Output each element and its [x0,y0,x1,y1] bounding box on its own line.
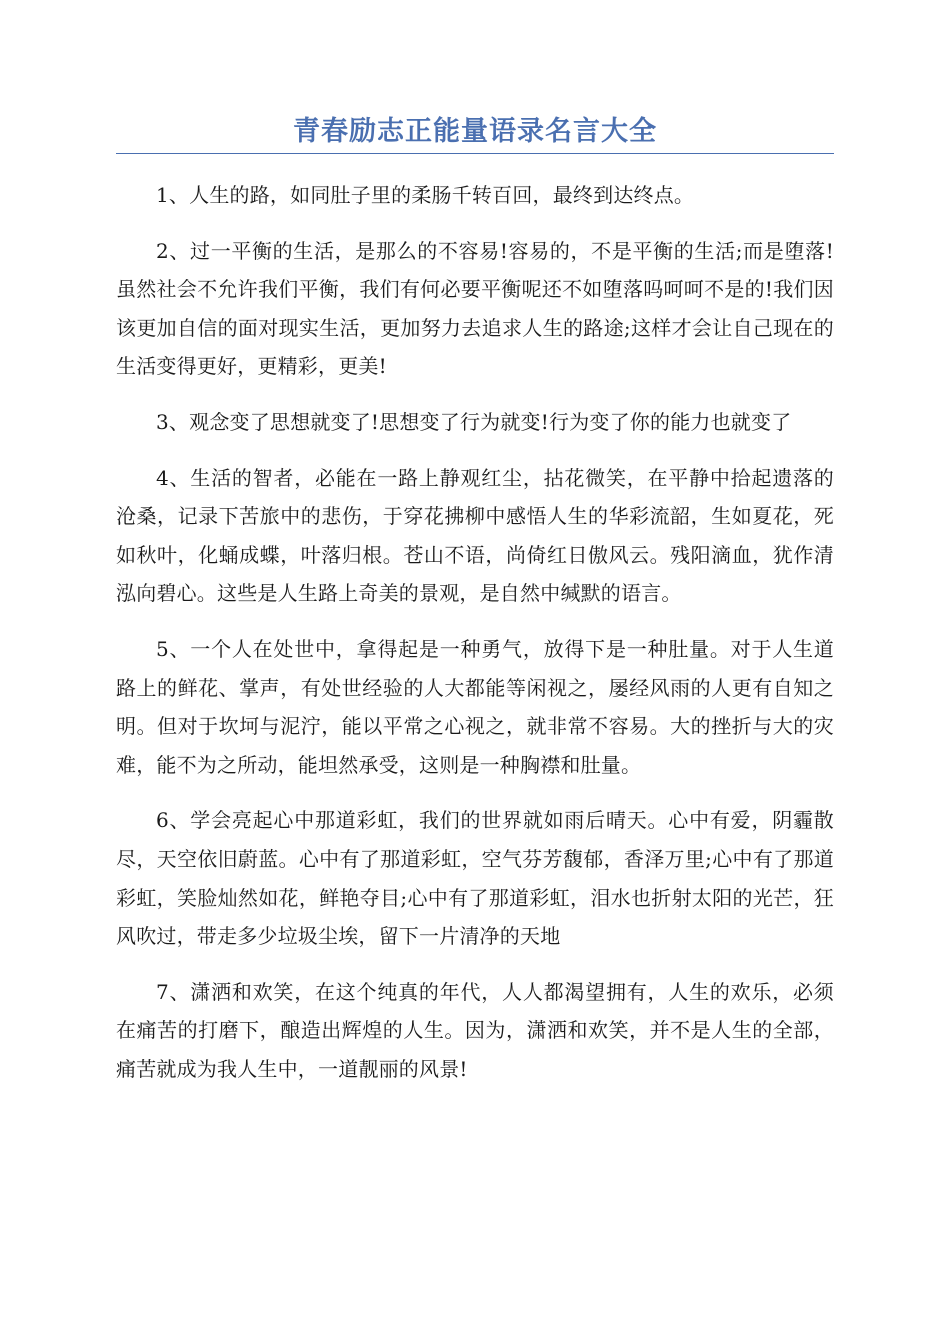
quote-paragraph-6: 6、学会亮起心中那道彩虹，我们的世界就如雨后晴天。心中有爱，阴霾散尽，天空依旧蔚蓝。心中有了那道彩虹，空气芬芳馥郁，香泽万里;心中有了那道彩虹，笑脸灿然如花，鲜艳夺目;心中有了那道彩虹，泪水也折射太阳的光芒，狂风吹过，带走多少垃圾尘埃，留下一片清净的天地 [116,808,834,949]
title-underline [116,153,834,154]
quote-paragraph-2: 2、过一平衡的生活，是那么的不容易!容易的，不是平衡的生活;而是堕落!虽然社会不允许我们平衡，我们有何必要平衡呢还不如堕落吗呵呵不是的!我们因该更加自信的面对现实生活，更加努力去追求人生的路途;这样才会让自己现在的生活变得更好，更精彩，更美! [116,238,834,379]
quote-paragraph-4: 4、生活的智者，必能在一路上静观红尘，拈花微笑，在平静中拾起遗落的沧桑，记录下苦旅中的悲伤，于穿花拂柳中感悟人生的华彩流韶，生如夏花，死如秋叶，化蛹成蝶，叶落归根。苍山不语，尚倚红日傲风云。残阳滴血，犹作清泓向碧心。这些是人生路上奇美的景观，是自然中缄默的语言。 [116,465,834,606]
quote-paragraph-3: 3、观念变了思想就变了!思想变了行为就变!行为变了你的能力也就变了 [156,409,792,434]
document-page [116,112,834,1105]
quote-paragraph-1: 1、人生的路，如同肚子里的柔肠千转百回，最终到达终点。 [156,183,695,207]
page-title: 青春励志正能量语录名言大全 [293,116,657,147]
quote-paragraph-5: 5、一个人在处世中，拿得起是一种勇气，放得下是一种肚量。对于人生道路上的鲜花、掌声，有处世经验的人大都能等闲视之，屡经风雨的人更有自知之明。但对于坎坷与泥泞，能以平常之心视之，就非常不容易。大的挫折与大的灾难，能不为之所动，能坦然承受，这则是一种胸襟和肚量。 [116,636,834,777]
quote-paragraph-7: 7、潇洒和欢笑，在这个纯真的年代，人人都渴望拥有，人生的欢乐，必须在痛苦的打磨下，酿造出辉煌的人生。因为，潇洒和欢笑，并不是人生的全部，痛苦就成为我人生中，一道靓丽的风景! [116,979,834,1081]
